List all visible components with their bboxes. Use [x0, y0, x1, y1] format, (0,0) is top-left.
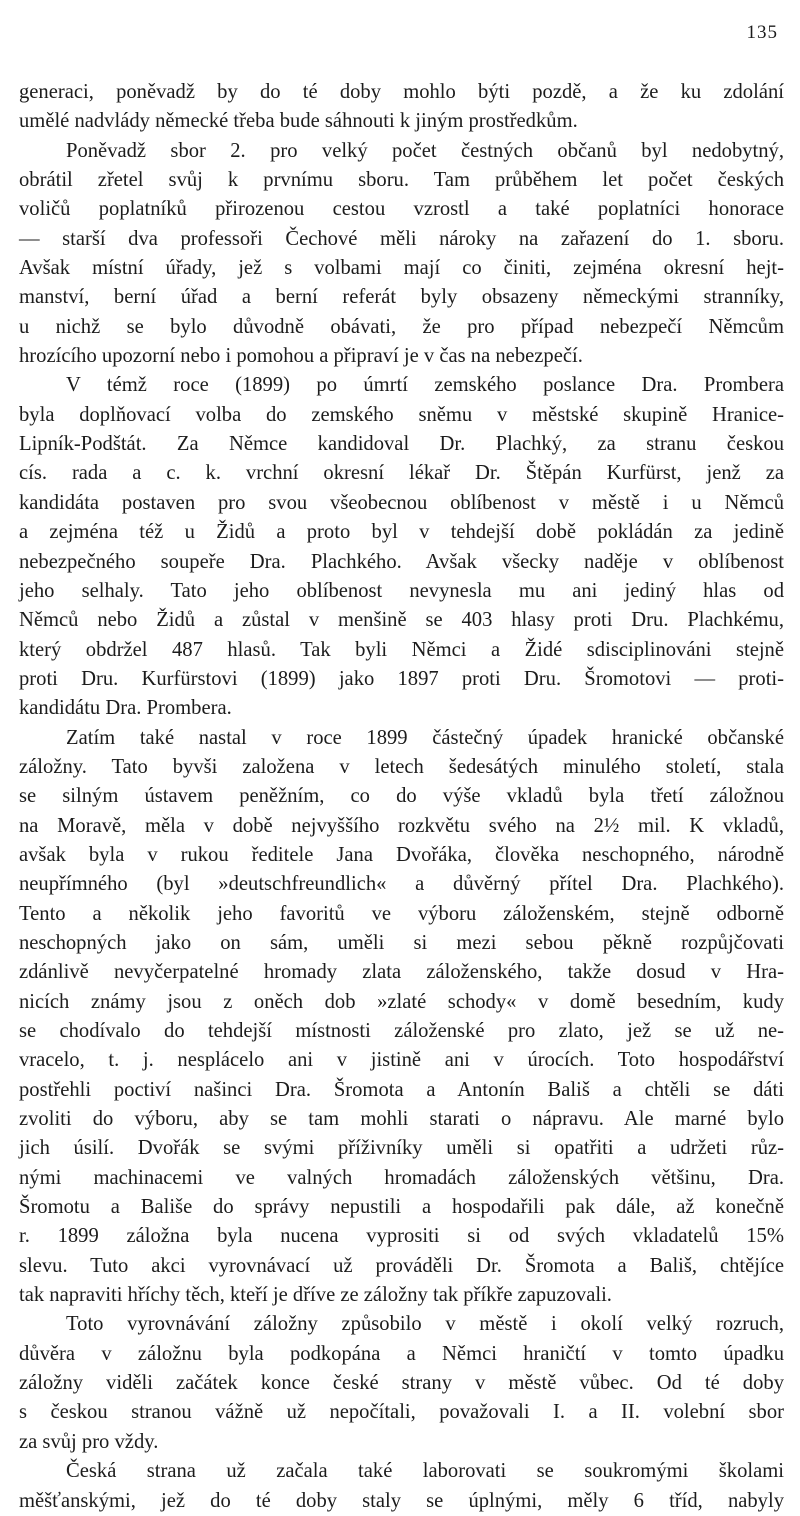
body-text — [19, 78, 784, 1516]
text-line: obrátil zřetel svůj k prvnímu sboru. Tam průběhem let počet českých — [19, 169, 784, 192]
text-line: Tento a několik jeho favoritů ve výboru záloženském, stejně odborně — [19, 902, 784, 925]
text-line: byla doplňovací volba do zemského sněmu v městské skupině Hranice- — [19, 403, 784, 426]
text-line: slevu. Tuto akci vyrovnávací už prováděli Dr. Šromota a Bališ, chtějíce — [19, 1254, 784, 1277]
text-line: generaci, poněvadž by do té doby mohlo býti pozdě, a že ku zdolání — [19, 81, 784, 103]
text-line: záložny. Tato byvši založena v letech šedesátých minulého století, stala — [19, 755, 784, 778]
text-line: kandidáta postaven pro svou všeobecnou oblíbenost v městě i u Němců — [19, 491, 784, 514]
text-line: neschopných jako on sám, uměli si mezi sebou pěkně rozpůjčovati — [19, 931, 784, 954]
text-line: manství, berní úřad a berní referát byly obsazeny německými stranníky, — [19, 286, 784, 309]
text-line: kandidátu Dra. Prombera. — [19, 697, 232, 720]
text-line: důvěra v záložnu byla podkopána a Němci hraničtí v tomto úpadku — [19, 1342, 784, 1365]
text-line: se silným ústavem peněžním, co do výše vkladů byla třetí záložnou — [19, 785, 784, 808]
text-line: Česká strana už začala také laborovati se soukromými školami — [66, 1460, 784, 1483]
text-line: tak napraviti hříchy těch, kteří je dříve ze záložny tak příkře zapuzovali. — [19, 1284, 612, 1307]
text-line: r. 1899 záložna byla nucena vyprositi si od svých vkladatelů 15% — [19, 1225, 784, 1248]
text-line: Zatím také nastal v roce 1899 částečný úpadek hranické občanské — [66, 726, 784, 749]
text-line: cís. rada a c. k. vrchní okresní lékař Dr. Štěpán Kurfürst, jenž za — [19, 462, 784, 485]
text-line: Lipník-Podštát. Za Němce kandidoval Dr. Plachký, za stranu českou — [19, 433, 784, 456]
text-line: — starší dva professoři Čechové měli nároky na zařazení do 1. sboru. — [19, 227, 784, 250]
text-line: který obdržel 487 hlasů. Tak byli Němci a Židé sdisciplinováni stejně — [19, 638, 784, 661]
text-line: a zejména též u Židů a proto byl v tehdejší době pokládán za jedině — [19, 521, 784, 544]
text-line: jich úsilí. Dvořák se svými příživníky uměli si opatřiti a udržeti růz- — [19, 1137, 784, 1160]
text-line: V témž roce (1899) po úmrtí zemského poslance Dra. Prombera — [66, 374, 784, 397]
text-line: s českou stranou vážně už nepočítali, považovali I. a II. volební sbor — [19, 1401, 784, 1424]
text-line: neupřímného (byl »deutschfreundlich« a důvěrný přítel Dra. Plachkého). — [19, 873, 784, 896]
text-line: zvoliti do výboru, aby se tam mohli starati o nápravu. Ale marné bylo — [19, 1108, 784, 1131]
text-line: nými machinacemi ve valných hromadách záloženských většinu, Dra. — [19, 1166, 784, 1189]
text-line: zdánlivě nevyčerpatelné hromady zlata záloženského, takže dosud v Hra- — [19, 961, 784, 984]
text-line: u nichž se bylo důvodně obávati, že pro případ nebezpečí Němcům — [19, 315, 784, 338]
text-line: umělé nadvlády německé třeba bude sáhnouti k jiným prostředkům. — [19, 110, 578, 133]
text-line: Poněvadž sbor 2. pro velký počet čestných občanů byl nedobytný, — [66, 139, 784, 162]
text-line: hrozícího upozorní nebo i pomohou a připraví je v čas na nebezpečí. — [19, 345, 583, 368]
text-line: se chodívalo do tehdejší místnosti záloženské pro zlato, jež se už ne- — [19, 1020, 784, 1042]
text-line: Toto vyrovnávání záložny způsobilo v městě i okolí velký rozruch, — [66, 1313, 784, 1336]
text-line: nebezpečného soupeře Dra. Plachkého. Avšak všecky naděje v oblíbenost — [19, 550, 784, 573]
text-line: na Moravě, měla v době nejvyššího rozkvětu svého na 2½ mil. K vkladů, — [19, 814, 784, 837]
text-line: jeho selhaly. Tato jeho oblíbenost nevynesla mu ani jediný hlas od — [19, 579, 784, 602]
text-line: Avšak místní úřady, jež s volbami mají co činiti, zejména okresní hejt- — [19, 257, 784, 280]
text-line: Němců nebo Židů a zůstal v menšině se 403 hlasy proti Dru. Plachkému, — [19, 609, 784, 632]
text-line: měšťanskými, jež do té doby staly se úplnými, měly 6 tříd, nabyly — [19, 1489, 784, 1512]
text-line: proti Dru. Kurfürstovi (1899) jako 1897 proti Dru. Šromotovi — proti- — [19, 667, 784, 690]
page-number: 135 — [746, 22, 778, 43]
text-line: postřehli poctiví našinci Dra. Šromota a Antonín Bališ a chtěli se dáti — [19, 1078, 784, 1101]
text-line: vracelo, t. j. nesplácelo ani v jistině ani v úrocích. Toto hospodářství — [19, 1049, 784, 1072]
text-line: voličů poplatníků přirozenou cestou vzrostl a také poplatníci honorace — [19, 198, 784, 221]
text-line: Šromotu a Bališe do správy nepustili a hospodařili pak dále, až konečně — [19, 1196, 784, 1219]
text-line: za svůj pro vždy. — [19, 1430, 159, 1453]
text-line: záložny viděli začátek konce české strany v městě vůbec. Od té doby — [19, 1372, 784, 1395]
text-line: nicích známy jsou z oněch dob »zlaté schody« v domě besedním, kudy — [19, 990, 784, 1013]
text-line: avšak byla v rukou ředitele Jana Dvořáka, člověka neschopného, národně — [19, 843, 784, 866]
